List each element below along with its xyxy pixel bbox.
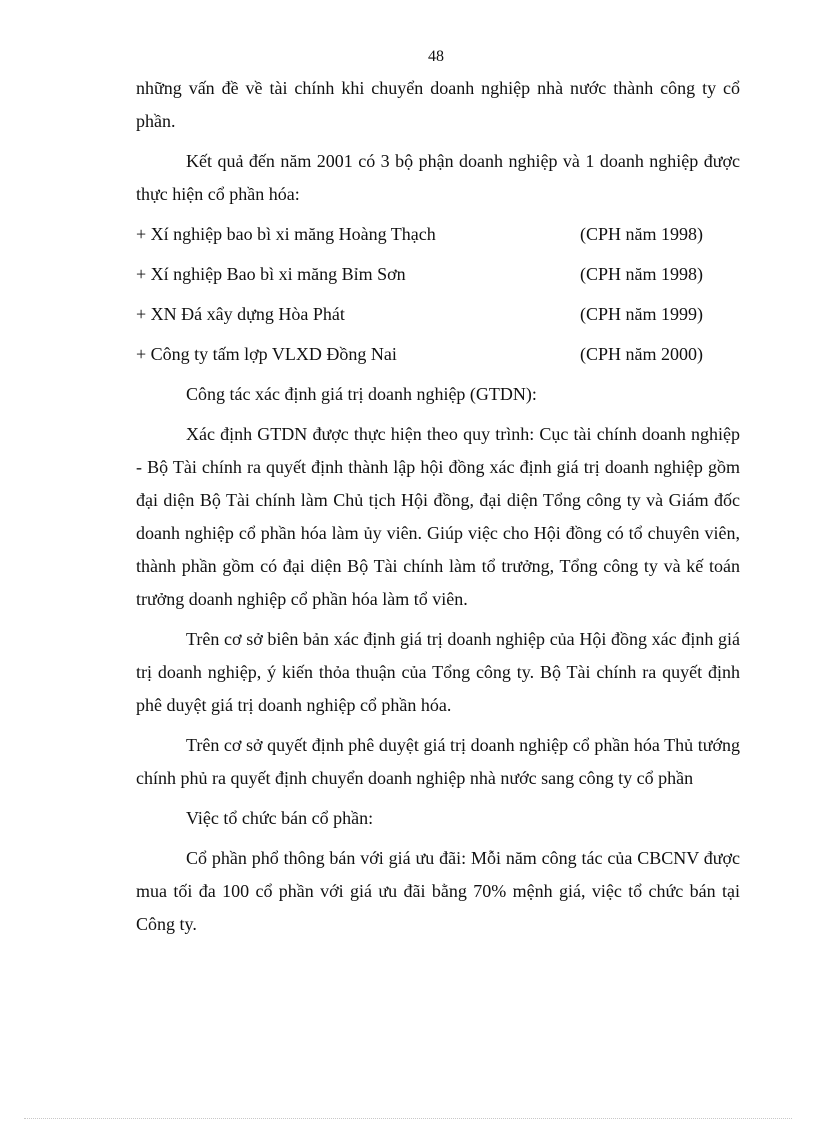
enterprise-year: (CPH năm 1999) — [580, 304, 703, 324]
paragraph-share-sale-heading: Việc tổ chức bán cổ phần: — [186, 808, 374, 828]
enterprise-list — [136, 218, 740, 371]
enterprise-name: + XN Đá xây dựng Hòa Phát — [136, 304, 345, 324]
enterprise-year: (CPH năm 1998) — [580, 224, 703, 244]
paragraph-gtdn-heading: Công tác xác định giá trị doanh nghiệp (GTDN): — [186, 384, 537, 404]
page-bottom-border — [24, 1118, 792, 1119]
paragraph-result-2001: Kết quả đến năm 2001 có 3 bộ phận doanh nghiệp và 1 doanh nghiệp được thực hiện cổ phần hóa: — [136, 151, 740, 204]
enterprise-name: + Công ty tấm lợp VLXD Đồng Nai — [136, 344, 397, 364]
list-item — [136, 218, 740, 251]
enterprise-year: (CPH năm 2000) — [580, 344, 703, 364]
page-number: 48 — [428, 48, 444, 65]
paragraph-share-sale: Cổ phần phổ thông bán với giá ưu đãi: Mỗi năm công tác của CBCNV được mua tối đa 100 cổ phần với giá ưu đãi bằng 70% mệnh giá, việc tổ chức bán tại Công ty. — [136, 848, 740, 934]
document-body — [136, 72, 740, 948]
paragraph-intro: những vấn đề về tài chính khi chuyển doanh nghiệp nhà nước thành công ty cổ phần. — [136, 78, 740, 131]
list-item — [136, 338, 740, 371]
enterprise-year: (CPH năm 1998) — [580, 264, 703, 284]
paragraph-gtdn-process: Xác định GTDN được thực hiện theo quy trình: Cục tài chính doanh nghiệp - Bộ Tài chính ra quyết định thành lập hội đồng xác định giá trị doanh nghiệp gồm đại diện Bộ Tài chính làm Chủ tịch Hội đồng, đại diện Tổng công ty và Giám đốc doanh nghiệp cổ phần hóa làm ủy viên. Giúp việc cho Hội đồng có tổ chuyên viên, thành phần gồm có đại diện Bộ Tài chính làm tổ trưởng, Tổng công ty và kế toán trưởng doanh nghiệp cổ phần hóa làm tổ viên. — [136, 424, 740, 609]
paragraph-approval: Trên cơ sở biên bản xác định giá trị doanh nghiệp của Hội đồng xác định giá trị doanh nghiệp, ý kiến thỏa thuận của Tổng công ty. Bộ Tài chính ra quyết định phê duyệt giá trị doanh nghiệp cổ phần hóa. — [136, 629, 740, 715]
enterprise-name: + Xí nghiệp bao bì xi măng Hoàng Thạch — [136, 224, 436, 244]
list-item — [136, 258, 740, 291]
enterprise-name: + Xí nghiệp Bao bì xi măng Bỉm Sơn — [136, 264, 406, 284]
list-item — [136, 298, 740, 331]
paragraph-conversion: Trên cơ sở quyết định phê duyệt giá trị doanh nghiệp cổ phần hóa Thủ tướng chính phủ ra quyết định chuyển doanh nghiệp nhà nước sang công ty cổ phần — [136, 735, 740, 788]
